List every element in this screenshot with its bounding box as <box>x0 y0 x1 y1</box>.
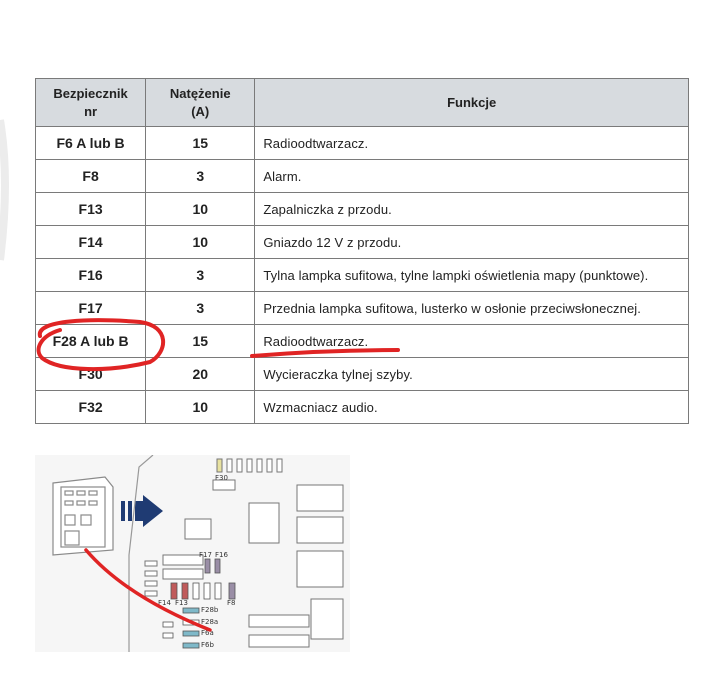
label-f30: F30 <box>215 474 228 482</box>
header-fuse-line2: nr <box>84 103 98 119</box>
label-f17: F17 <box>199 551 212 559</box>
amps-cell: 20 <box>146 358 255 391</box>
header-current <box>146 79 255 127</box>
amps-cell: 15 <box>146 127 255 160</box>
fuse-table <box>35 78 689 424</box>
fuse-box-diagram <box>35 455 350 652</box>
table-row <box>36 226 689 259</box>
top-fuse-slots <box>217 459 282 472</box>
car-outline <box>53 477 113 555</box>
table-row <box>36 325 689 358</box>
fuse-cell: F30 <box>36 358 146 391</box>
function-cell: Gniazdo 12 V z przodu. <box>255 226 689 259</box>
amps-cell: 10 <box>146 193 255 226</box>
amps-cell: 10 <box>146 226 255 259</box>
function-cell: Przednia lampka sufitowa, lusterko w osłonie przeciwsłonecznej. <box>255 292 689 325</box>
function-cell: Radioodtwarzacz. <box>255 325 689 358</box>
function-cell: Wzmacniacz audio. <box>255 391 689 424</box>
table-row <box>36 127 689 160</box>
function-cell: Alarm. <box>255 160 689 193</box>
function-cell: Zapalniczka z przodu. <box>255 193 689 226</box>
header-current-line1: Natężenie <box>169 85 231 101</box>
header-fuse-number <box>36 79 146 127</box>
label-f28b: F28b <box>201 606 219 614</box>
label-f6a: F6a <box>201 629 214 637</box>
label-f28a: F28a <box>201 618 219 626</box>
fuse-box-drawing <box>35 455 350 652</box>
label-f14: F14 <box>158 599 171 607</box>
function-cell: Wycieraczka tylnej szyby. <box>255 358 689 391</box>
fuse-cell: F28 A lub B <box>36 325 146 358</box>
fuse-cell: F32 <box>36 391 146 424</box>
header-fuse-line1: Bezpiecznik <box>53 85 128 101</box>
fuse-cell: F13 <box>36 193 146 226</box>
label-f8: F8 <box>227 599 236 607</box>
table-row <box>36 292 689 325</box>
table-row <box>36 160 689 193</box>
amps-cell: 10 <box>146 391 255 424</box>
label-f6b: F6b <box>201 641 214 649</box>
table-row <box>36 193 689 226</box>
table-row <box>36 259 689 292</box>
header-current-line2: (A) <box>191 103 210 119</box>
amps-cell: 3 <box>146 259 255 292</box>
function-cell: Tylna lampka sufitowa, tylne lampki oświetlenia mapy (punktowe). <box>255 259 689 292</box>
header-function: Funkcje <box>255 79 689 127</box>
amps-cell: 3 <box>146 160 255 193</box>
amps-cell: 3 <box>146 292 255 325</box>
fuse-cell: F16 <box>36 259 146 292</box>
label-f13: F13 <box>175 599 188 607</box>
label-f16: F16 <box>215 551 228 559</box>
fuse-cell: F14 <box>36 226 146 259</box>
fuse-cell: F8 <box>36 160 146 193</box>
fuse-cell: F17 <box>36 292 146 325</box>
amps-cell: 15 <box>146 325 255 358</box>
table-row <box>36 358 689 391</box>
function-cell: Radioodtwarzacz. <box>255 127 689 160</box>
fuse-cell: F6 A lub B <box>36 127 146 160</box>
table-header-row <box>36 79 689 127</box>
table-row <box>36 391 689 424</box>
